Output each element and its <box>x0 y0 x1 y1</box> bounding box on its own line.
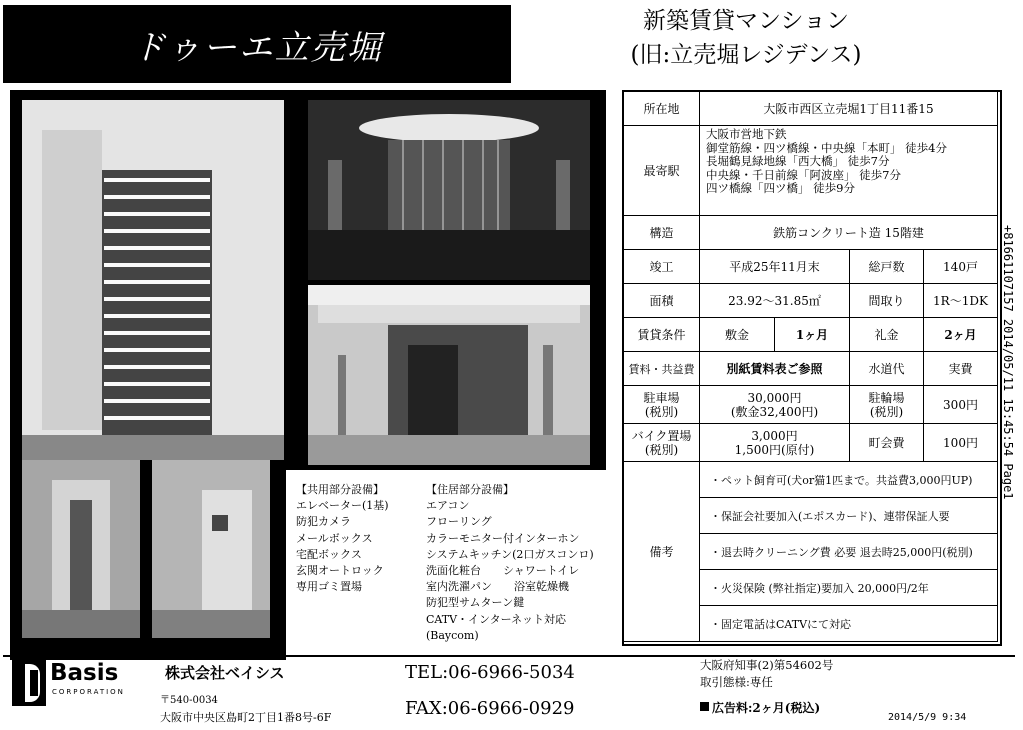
ad-fee: 広告料:2ヶ月(税込) <box>712 701 821 715</box>
telephone-number: TEL:06-6966-5034 <box>405 662 575 683</box>
equipment-item: 防犯カメラ <box>296 515 351 529</box>
balcony-stripe <box>104 365 210 369</box>
equipment-item: 防犯型サムターン鍵 <box>426 596 525 610</box>
equipment-item: カラーモニター付インターホン <box>426 531 580 545</box>
layout-value: 1R～1DK <box>924 284 998 318</box>
terms-label: 賃貸条件 <box>624 318 700 352</box>
station-line: 御堂筋線・四ツ橋線・中央線「本町」 徒歩4分 <box>706 140 947 155</box>
building-tower-image <box>22 100 284 460</box>
station-line: 長堀鶴見緑地線「西大橋」 徒歩7分 <box>706 154 890 168</box>
balcony-stripe <box>104 229 210 233</box>
station-line: 中央線・千日前線「阿波座」 徒歩7分 <box>706 167 901 182</box>
equipment-list <box>286 470 606 660</box>
header-subtitle <box>556 4 936 80</box>
fax-header-text: +81661107157 2014/05/11 15:45:54 Page1 <box>1001 225 1015 500</box>
equipment-item: 玄関オートロック <box>296 564 384 578</box>
logo-text: Basis <box>50 660 119 686</box>
town-fee-label: 町会費 <box>850 424 924 462</box>
entrance-image <box>308 285 590 465</box>
parking-tax-note: (税別) <box>644 404 679 419</box>
location-label: 所在地 <box>624 92 700 126</box>
license-number: 大阪府知事(2)第54602号 <box>700 658 834 672</box>
subtitle-line-2: (旧:立売堀レジデンス) <box>630 42 862 68</box>
hallway-image-1 <box>22 460 140 638</box>
balcony-stripe <box>104 212 210 216</box>
rent-value: 別紙賃料表ご参照 <box>700 352 850 386</box>
equipment-item: 洗面化粧台 シャワートイレ <box>426 564 580 578</box>
parking-label-cell <box>624 386 700 424</box>
parking-fee-incl: (敷金32,400円) <box>730 404 819 419</box>
subtitle-line-1: 新築賃貸マンション <box>643 8 849 34</box>
note-item: ・ ペット飼育可(犬or猫1匹まで。共益費3,000円UP) <box>700 462 998 498</box>
common-equipment-column <box>296 482 389 595</box>
equipment-item: メールボックス <box>296 531 373 545</box>
key-money-label: 礼金 <box>850 318 924 352</box>
hallway-photo-1 <box>22 460 140 638</box>
completion-label: 竣工 <box>624 250 700 284</box>
building-exterior-photo <box>22 100 284 460</box>
deposit-label: 敷金 <box>700 318 775 352</box>
balcony-stripe <box>104 348 210 352</box>
bicycle-label: 駐輪場 <box>868 390 905 405</box>
water-value: 実費 <box>924 352 998 386</box>
balcony-stripe <box>104 416 210 420</box>
bike-label-cell <box>624 424 700 462</box>
layout-label: 間取り <box>850 284 924 318</box>
equipment-item: CATV・インターネット対応(Baycom) <box>426 612 567 642</box>
station-value <box>700 126 998 216</box>
property-name: ドゥーエ立売堀 <box>131 27 383 68</box>
balcony-stripe <box>104 263 210 267</box>
key-money-value: 2ヶ月 <box>924 318 998 352</box>
completion-value: 平成25年11月末 <box>700 250 850 284</box>
print-date: 2014/5/9 9:34 <box>888 712 967 723</box>
parking-fee: 30,000円 <box>747 390 802 405</box>
equipment-item: 専用ゴミ置場 <box>296 580 362 594</box>
fax-number: FAX:06-6966-0929 <box>405 698 575 719</box>
parking-value-cell <box>700 386 850 424</box>
equipment-item: 宅配ボックス <box>296 547 362 561</box>
bike-value-cell <box>700 424 850 462</box>
bike-label: バイク置場 <box>631 428 692 443</box>
balcony-stripe <box>104 178 210 182</box>
balcony-stripe <box>104 280 210 284</box>
units-label: 総戸数 <box>850 250 924 284</box>
property-info-table <box>622 90 1002 646</box>
balcony-stripe <box>104 331 210 335</box>
balcony-stripe <box>104 382 210 386</box>
balcony-stripe <box>104 399 210 403</box>
deposit-value: 1ヶ月 <box>775 318 850 352</box>
rent-label: 賃料・共益費 <box>624 352 700 386</box>
notes-label: 備考 <box>624 462 700 642</box>
note-item: ・ 固定電話はCATVにて対応 <box>700 606 998 642</box>
bicycle-tax-note: (税別) <box>869 404 904 419</box>
town-fee-value: 100円 <box>924 424 998 462</box>
postal-code: 〒540-0034 <box>160 695 218 706</box>
hallway-image-2 <box>152 460 270 638</box>
company-address: 大阪市中央区島町2丁目1番8号-6F <box>160 711 332 724</box>
station-label: 最寄駅 <box>624 126 700 216</box>
common-equipment-title: 【共用部分設備】 <box>296 483 384 496</box>
basis-logo-icon <box>12 660 46 706</box>
lobby-image <box>308 100 590 280</box>
structure-label: 構造 <box>624 216 700 250</box>
station-line: 大阪市営地下鉄 <box>706 127 787 141</box>
parking-label: 駐車場 <box>643 390 680 405</box>
bike-fee-moped: 1,500円(原付) <box>734 442 815 457</box>
equipment-item: エアコン <box>426 499 470 513</box>
balcony-stripe <box>104 297 210 301</box>
bike-fee: 3,000円 <box>751 428 798 443</box>
note-item: ・ 保証会社要加入(エポスカード)、連帯保証人要 <box>700 498 998 534</box>
equipment-item: システムキッチン(2口ガスコンロ) <box>426 547 594 561</box>
bicycle-value: 300円 <box>924 386 998 424</box>
balcony-stripe <box>104 314 210 318</box>
bicycle-label-cell <box>850 386 924 424</box>
company-name: 株式会社ベイシス <box>165 664 285 682</box>
equipment-item: フローリング <box>426 515 492 529</box>
equipment-item: 室内洗濯パン 浴室乾燥機 <box>426 580 569 594</box>
equipment-item: エレベーター(1基) <box>296 499 389 513</box>
units-value: 140戸 <box>924 250 998 284</box>
unit-equipment-title: 【住居部分設備】 <box>426 483 514 496</box>
area-label: 面積 <box>624 284 700 318</box>
water-label: 水道代 <box>850 352 924 386</box>
property-name-banner <box>3 5 511 83</box>
bike-tax-note: (税別) <box>644 442 679 457</box>
note-item: ・ 退去時クリーニング費 必要 退去時25,000円(税別) <box>700 534 998 570</box>
area-value: 23.92～31.85㎡ <box>700 284 850 318</box>
photo-panel <box>10 90 606 660</box>
transaction-type: 取引態様:専任 <box>700 675 773 689</box>
station-line: 四ツ橋線「四ツ橋」 徒歩9分 <box>706 181 855 195</box>
entrance-photo <box>308 285 590 465</box>
bullet-square-icon <box>700 702 709 711</box>
location-value: 大阪市西区立売堀1丁目11番15 <box>700 92 998 126</box>
note-item: ・ 火災保険 (弊社指定)要加入 20,000円/2年 <box>700 570 998 606</box>
lobby-photo <box>308 100 590 280</box>
balcony-stripe <box>104 195 210 199</box>
structure-value: 鉄筋コンクリート造 15階建 <box>700 216 998 250</box>
logo-subtext: CORPORATION <box>52 688 125 696</box>
balcony-stripe <box>104 246 210 250</box>
hallway-photo-2 <box>152 460 270 638</box>
unit-equipment-column <box>426 482 606 644</box>
